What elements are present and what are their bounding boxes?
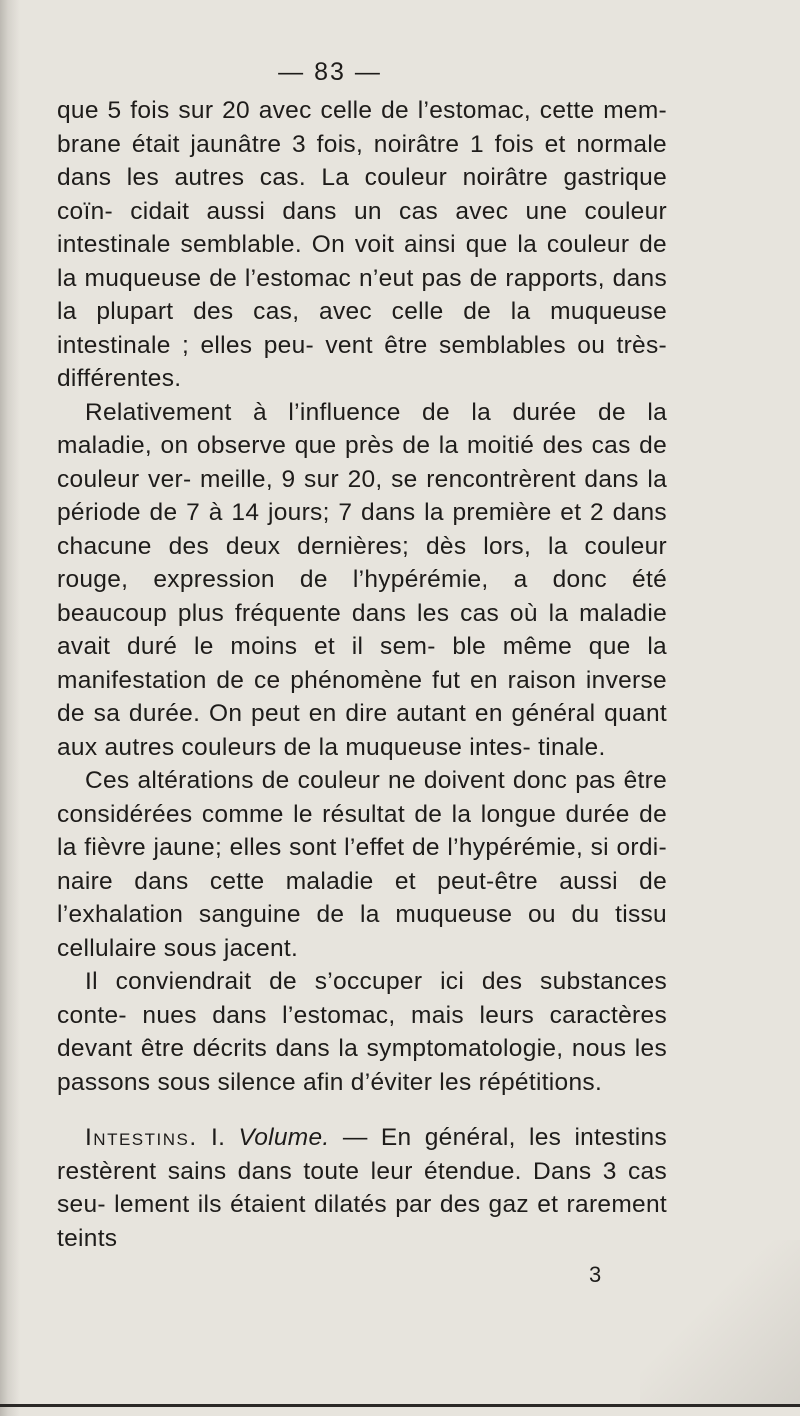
- section-intestins: [57, 1121, 667, 1255]
- signature-mark: 3: [589, 1262, 602, 1287]
- section-text: — En général, les intestins restèrent sains dans toute leur étendue. Dans 3 cas seu- lement ils étaient dilatés par des gaz et rarement teints: [57, 1124, 668, 1252]
- paragraph-2: Relativement à l’influence de la durée de la maladie, on observe que près de la moitié des cas de couleur ver- meille, 9 sur 20, se rencontrèrent dans la période de 7 à 14 jours; 7 dans la première et 2 dans chacune des deux dernières; dès lors, la couleur rouge, expression de l’hypérémie, a donc été beaucoup plus fréquente dans les cas où la maladie avait duré le moins et il sem- ble même que la manifestation de ce phénomène fut en raison inverse de sa durée. On peut en dire autant en général quant aux autres couleurs de la muqueuse intes- tinale.: [57, 398, 667, 761]
- page-number: — 83 —: [278, 58, 382, 86]
- section-heading: Intestins.: [85, 1124, 198, 1151]
- bottom-edge-rule: [0, 1404, 800, 1407]
- paragraph-1: que 5 fois sur 20 avec celle de l’estomac, cette mem- brane était jaunâtre 3 fois, noirâtre 1 fois et normale dans les autres cas. La couleur noirâtre gastrique coïn- cidait aussi dans un cas avec une couleur intestinale semblable. On voit ainsi que la couleur de la muqueuse de l’estomac n’eut pas de rapports, dans la plupart des cas, avec celle de la muqueuse intestinale ; elles peu- vent être semblables ou très-différentes.: [57, 97, 667, 392]
- paragraph-4: Il conviendrait de s’occuper ici des substances conte- nues dans l’estomac, mais leurs caractères devant être décrits dans la symptomatologie, nous les passons sous silence afin d’éviter les répétitions.: [57, 968, 667, 1096]
- section-subheading: Volume.: [238, 1124, 330, 1151]
- page-corner-fade: [640, 1240, 800, 1405]
- body-text: [57, 94, 667, 1255]
- section-number: I.: [210, 1124, 226, 1151]
- page-edge-shadow: [0, 0, 20, 1416]
- paragraph-3: Ces altérations de couleur ne doivent donc pas être considérées comme le résultat de la longue durée de la fièvre jaune; elles sont l’effet de l’hypérémie, si ordi- naire dans cette maladie et peut-être aussi de l’exhalation sanguine de la muqueuse ou du tissu cellulaire sous jacent.: [57, 767, 667, 962]
